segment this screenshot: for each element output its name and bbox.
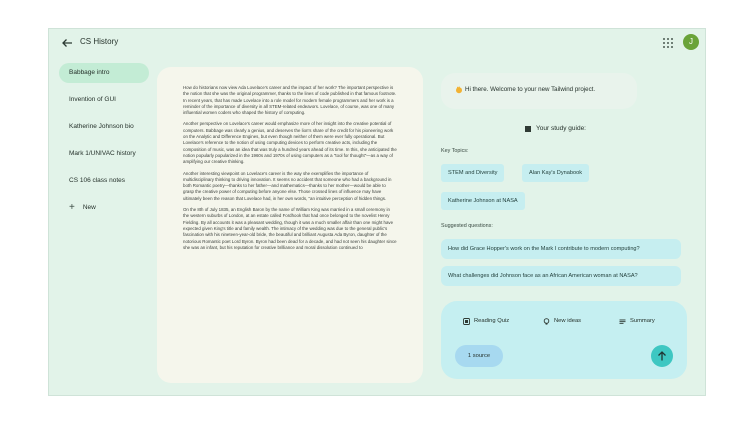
waving-hand-icon [455, 86, 463, 94]
summary-button[interactable] [619, 314, 655, 328]
send-button[interactable] [651, 345, 673, 367]
lightbulb-icon [543, 318, 550, 325]
reading-quiz-button[interactable] [463, 314, 509, 328]
reading-quiz-label: Reading Quiz [474, 318, 510, 324]
sidebar-item-mark1-univac-history[interactable]: Mark 1/UNIVAC history [69, 150, 136, 157]
sidebar [59, 63, 149, 225]
sidebar-item-katherine-johnson-bio[interactable]: Katherine Johnson bio [69, 123, 134, 130]
topic-chip-stem-diversity[interactable]: STEM and Diversity [441, 164, 504, 182]
apps-grid-icon[interactable] [663, 38, 673, 48]
top-bar [49, 29, 705, 57]
summary-label: Summary [630, 318, 655, 324]
new-note-button[interactable] [59, 198, 149, 218]
suggested-question-johnson-nasa[interactable]: What challenges did Johnson face as an African American woman at NASA? [441, 266, 681, 286]
summary-lines-icon [619, 318, 626, 325]
source-count-button[interactable]: 1 source [455, 345, 503, 367]
document-paragraph: Another perspective on Lovelace's career would emphasize more of her insight into the creative potential of computers. Babbage was clearly a genius, and deserves the lion's share of the credit for his pioneering work on the Analytic and Difference Engines, but even though neither of them were ever fully operational. But Lovelace's reference to the notion of using computing devices to perform creative acts, including the composition of music, was an idea that was truly a hundred years ahead of its time. In this, she anticipated the notion popularly popularized in the 1960s and 1970s of using computers as a "tool for thought"—as a way of amplifying our creative thinking. [183, 121, 397, 165]
suggested-questions-label: Suggested questions: [441, 223, 493, 229]
avatar[interactable]: J [683, 34, 699, 50]
book-icon [525, 126, 531, 132]
new-ideas-button[interactable] [543, 314, 581, 328]
sidebar-item-babbage-intro[interactable]: Babbage intro [59, 63, 149, 83]
welcome-text: Hi there. Welcome to your new Tailwind project. [465, 86, 596, 93]
document-paragraph: How do historians now view Ada Lovelace's career and the impact of her work? The important perspective is the notion that she was the original programmer, thanks to the lines of code published in that famous footnote. In recent years, that has made Lovelace into a role model for modern female programmers and her work is a reminder of the importance of diversity in all STEM-related endeavors. Lovelace, of course, was one of many influential women coders who shaped the history of computing. [183, 85, 397, 116]
study-guide-title: Your study guide: [536, 125, 586, 132]
quiz-icon [463, 318, 470, 325]
topic-chip-katherine-johnson-nasa[interactable]: Katherine Johnson at NASA [441, 192, 525, 210]
document-panel[interactable] [157, 67, 423, 383]
plus-icon: + [69, 202, 75, 213]
new-ideas-label: New ideas [554, 318, 582, 324]
page-title: CS History [80, 37, 119, 46]
back-arrow-icon[interactable] [59, 35, 75, 51]
document-paragraph: Another interesting viewpoint on Lovelace's career is the way she exemplifies the importance of multidisciplinary thinking to driving innovation. It seems no accident that someone who had a background in both Romantic poetry—thanks to her father—and mathematics—thanks to her mother—would be able to grasp the creative power of computing before anyone else. Those crossed lines of influence may have ultimately been the reason that Lovelace had, in her own words, "an intuitive perception of hidden things. [183, 170, 392, 201]
welcome-message [441, 73, 637, 109]
app-window [48, 28, 706, 396]
document-body [183, 85, 397, 256]
topic-chip-alan-kay-dynabook[interactable]: Alan Kay's Dynabook [522, 164, 589, 182]
suggested-question-grace-hopper[interactable]: How did Grace Hopper's work on the Mark I contribute to modern computing? [441, 239, 681, 259]
sidebar-item-invention-of-gui[interactable]: Invention of GUI [69, 96, 116, 103]
key-topics-label: Key Topics: [441, 148, 469, 154]
sidebar-item-cs106-class-notes[interactable]: CS 106 class notes [69, 177, 126, 184]
arrow-up-icon [651, 345, 673, 367]
document-paragraph: On the 8th of July 1835, an English Baron by the name of William King was married in a small ceremony in the western suburbs of London, at an estate called Fordhook that had once belonged to the novelist Henry Fielding. By all accounts it was a pleasant wedding, though it was a much smaller affair than one might have expected given King's title and family wealth. The intimacy of the wedding was due to the general public's fascination with his nineteen-year-old bride, the beautiful and brilliant Augusta Ada Byron, daughter of the notorious Romantic poet Lord Byron. Byron had been dead for a decade, and had not seen his daughter since she was an infant, but his reputation for creative brilliance and moral dissolution continued to [183, 207, 397, 250]
composer-panel [441, 301, 687, 379]
new-note-label: New [82, 204, 96, 211]
study-guide-heading [525, 125, 586, 132]
